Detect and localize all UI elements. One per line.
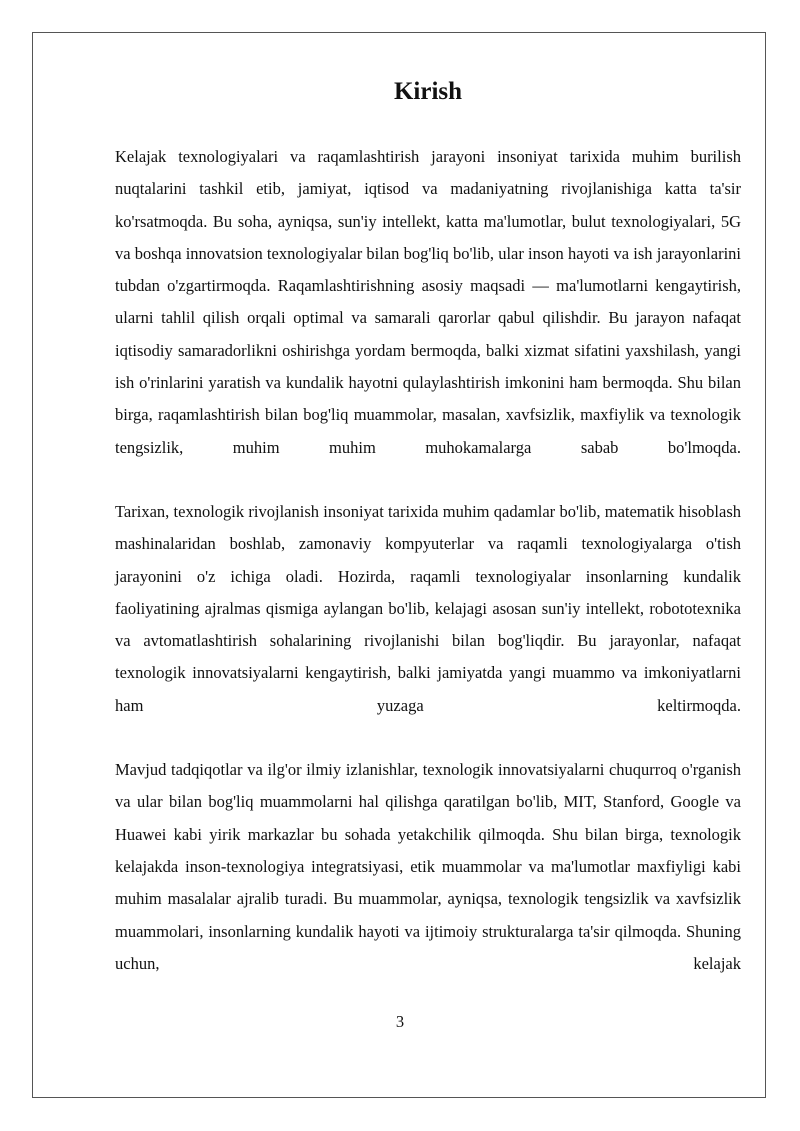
paragraph-2: Tarixan, texnologik rivojlanish insoniyat tarixida muhim qadamlar bo'lib, matematik hisoblash mashinalaridan boshlab, zamonaviy kompyuterlar va raqamli texnologiyalarga o'tish jarayonini o'z ichiga oladi. Hozirda, raqamli texnologiyalar insonlarning kundalik faoliyatining ajralmas qismiga aylangan bo'lib, kelajagi asosan sun'iy intellekt, robototexnika va avtomatlashtirish sohalarining rivojlanishi bilan bog'liqdir. Bu jarayonlar, nafaqat texnologik innovatsiyalarni kengaytirish, balki jamiyatda yangi muammo va imkoniyatlarni ham yuzaga keltirmoqda. <box>115 501 741 715</box>
document-body <box>115 76 741 1012</box>
paragraph-1: Kelajak texnologiyalari va raqamlashtirish jarayoni insoniyat tarixida muhim burilish nuqtalarini tashkil etib, jamiyat, iqtisod va madaniyatning rivojlanishiga katta ta'sir ko'rsatmoqda. Bu soha, ayniqsa, sun'iy intellekt, katta ma'lumotlar, bulut texnologiyalari, 5G va boshqa innovatsion texnologiyalar bilan bog'liq bo'lib, ular inson hayoti va ish jarayonlarini tubdan o'zgartirmoqda. Raqamlashtirishning asosiy maqsadi — ma'lumotlarni kengaytirish, ularni tahlil qilish orqali optimal va samarali qarorlar qabul qilishdir. Bu jarayon nafaqat iqtisodiy samaradorlikni oshirishga yordam bermoqda, balki xizmat sifatini yaxshilash, yangi ish o'rinlarini yaratish va kundalik hayotni qulaylashtirish imkonini ham bermoqda. Shu bilan birga, raqamlashtirish bilan bog'liq muammolar, masalan, xavfsizlik, maxfiylik va texnologik tengsizlik, muhim muhim muhokamalarga sabab bo'lmoqda. <box>115 147 741 457</box>
page-number: 3 <box>395 1012 405 1031</box>
paragraph-3: Mavjud tadqiqotlar va ilg'or ilmiy izlanishlar, texnologik innovatsiyalarni chuqurroq o'rganish va ular bilan bog'liq muammolarni hal qilishga qaratilgan bo'lib, MIT, Stanford, Google va Huawei kabi yirik markazlar bu sohada yetakchilik qilmoqda. Shu bilan birga, texnologik kelajakda inson-texnologiya integratsiyasi, etik muammolar va ma'lumotlar maxfiyligi kabi muhim masalalar ajralib turadi. Bu muammolar, ayniqsa, texnologik tengsizlik va xavfsizlik muammolari, insonlarning kundalik hayoti va ijtimoiy strukturalarga ta'sir qilmoqda. Shuning uchun, kelajak <box>115 760 741 973</box>
page-title: Kirish <box>393 78 463 105</box>
